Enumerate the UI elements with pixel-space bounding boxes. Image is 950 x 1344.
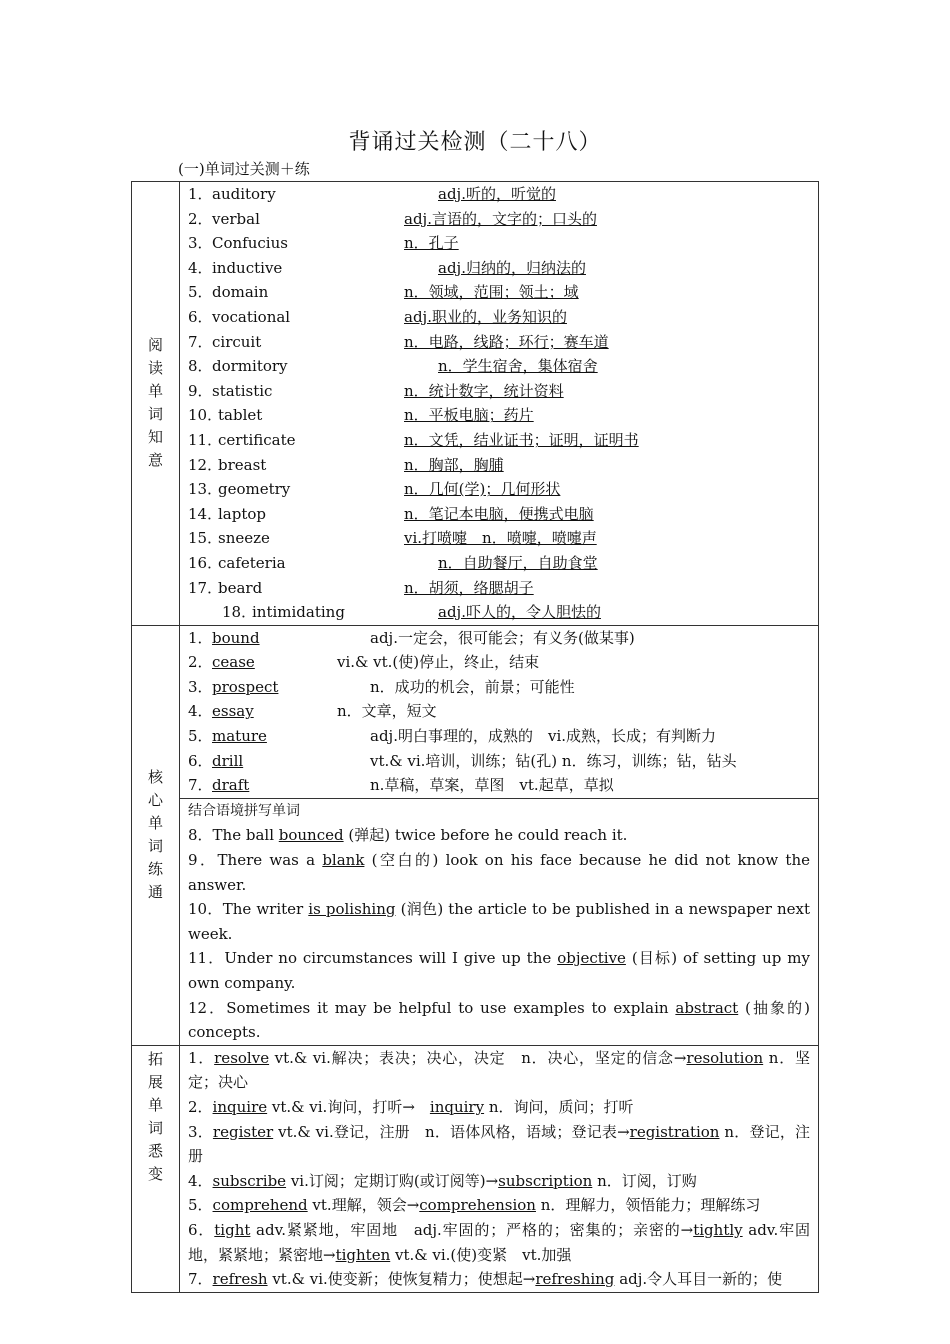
chinese-definition: adj.吓人的，令人胆怯的 [438,603,601,622]
answer-word: draft [212,776,250,795]
sentence-text: (目标) of setting up my own company. [188,949,811,992]
answer-word: inquire [212,1097,268,1116]
chinese-definition: n．自助餐厅，自助食堂 [438,553,598,572]
word-row [180,305,818,330]
context-heading: 结合语境拼写单词 [188,802,300,819]
answer-word: tighten [335,1245,391,1264]
english-word: certificate [218,430,296,449]
answer-word: comprehension [419,1196,536,1215]
definition-text: n．登记，注册 [188,1122,811,1166]
english-word: auditory [212,185,276,203]
word-family-row [180,1046,818,1095]
definition-text: n．询问，质问；打听 [484,1097,634,1116]
sentence-text: (抽象的) concepts. [188,998,810,1042]
chinese-definition: adj.听的，听觉的 [438,185,556,203]
word-row [180,576,818,601]
answer-word: registration [629,1122,720,1141]
item-number: 1． [188,185,213,203]
english-word: breast [218,455,267,474]
item-number: 16． [188,553,223,572]
word-row [180,231,818,256]
definition-text: adv.牢固地，紧紧地；紧密地→ [188,1220,810,1264]
english-word: inductive [212,258,283,277]
item-number: 1． [188,1048,215,1067]
item-number: 18． [222,603,257,622]
item-number: 12． [188,455,223,474]
chinese-definition: n．统计数字，统计资料 [404,381,564,400]
english-word: dormitory [212,357,288,376]
context-sentence [188,946,810,995]
word-row [180,453,818,478]
definition-text: n．订阅，订购 [592,1171,697,1190]
item-number: 15． [188,529,223,548]
item-number: 7． [188,776,213,795]
item-number: 2． [188,653,213,672]
item-number: 4． [188,702,213,721]
word-family-row [180,1267,818,1292]
item-number: 6． [188,1220,215,1239]
english-word: geometry [218,480,291,499]
core-word-list [180,626,818,798]
item-number: 7． [188,332,213,351]
chinese-definition: adj.职业的，业务知识的 [404,307,567,326]
item-number: 4． [188,258,213,277]
sentence-text: 11．Under no circumstances will I give up the [188,949,558,968]
word-row [180,256,818,281]
item-number: 3． [188,234,213,253]
sentence-text: (空白的) look on his face because he did not know the answer. [188,851,810,894]
context-sentences [180,799,818,1045]
chinese-definition: n．胡须，络腮胡子 [404,578,534,597]
item-number: 7． [188,1270,213,1289]
word-row [180,773,818,798]
chinese-definition: n．文凭，结业证书；证明，证明书 [404,430,639,449]
word-row [180,354,818,379]
english-word: intimidating [252,603,345,622]
chinese-definition: n．领域，范围；领土；域 [404,283,579,302]
word-family-row [180,1193,818,1218]
context-sentence [188,996,810,1045]
definition-text: adv.紧紧地，牢固地 adj.牢固的；严格的；密集的；亲密的→ [250,1220,694,1239]
answer-word: subscription [498,1171,593,1190]
word-family-row [180,1120,818,1169]
word-row [180,182,818,207]
sentence-text: (润色) the article to be published in a newspaper next week. [188,900,810,943]
reading-section-label: 阅 读 单 词 知 意 [132,182,180,626]
answer-word: resolution [686,1048,764,1067]
english-word: verbal [212,209,260,228]
word-row [180,551,818,576]
context-sentence [188,848,810,897]
item-number: 2． [188,209,213,228]
answer-word: comprehend [212,1196,308,1215]
answer-word: refreshing [535,1270,615,1289]
sentence-text: 12．Sometimes it may be helpful to use examples to explain [188,998,676,1017]
english-word: beard [218,578,263,597]
word-row [180,502,818,527]
word-family-row [180,1169,818,1194]
answer-word: prospect [212,677,279,696]
item-number: 14． [188,504,223,523]
item-number: 3． [188,1122,213,1141]
item-number: 6． [188,751,213,770]
chinese-definition: n．文章，短文 [337,702,437,721]
definition-text: n．理解力，领悟能力；理解练习 [535,1196,761,1215]
item-number: 17． [188,578,223,597]
chinese-definition: vi.& vt.(使)停止，终止，结束 [337,653,540,672]
definition-text: vi.订阅；定期订购(或订阅等)→ [286,1171,499,1190]
section-subtitle: (一)单词过关测＋练 [178,160,310,178]
answer-word: is polishing [308,900,396,919]
item-number: 3． [188,677,213,696]
chinese-definition: n．笔记本电脑，便携式电脑 [404,504,594,523]
word-row [180,600,818,625]
item-number: 5． [188,727,213,746]
word-row [180,428,818,453]
answer-word: resolve [214,1048,270,1067]
chinese-definition: n．电路，线路；环行；赛车道 [404,332,609,351]
chinese-definition: n．孔子 [404,234,459,253]
answer-word: blank [322,851,365,870]
word-row [180,403,818,428]
item-number: 8． [188,357,213,376]
chinese-definition: vi.打喷嚏 n．喷嚏，喷嚏声 [404,529,597,548]
item-number: 5． [188,283,213,302]
english-word: sneeze [218,529,270,548]
chinese-definition: n．成功的机会，前景；可能性 [370,677,575,696]
english-word: Confucius [212,234,288,253]
definition-text: vt.& vi.(使)变紧 vt.加强 [390,1245,572,1264]
chinese-definition: n．学生宿舍，集体宿舍 [438,357,598,376]
definition-text: vt.& vi.询问，打听→ [267,1097,430,1116]
chinese-definition: adj.言语的，文字的；口头的 [404,209,597,228]
definition-text: adj.令人耳目一新的；使 [614,1270,783,1289]
sentence-text: 10．The writer [188,900,309,919]
english-word: circuit [212,332,262,351]
item-number: 6． [188,307,213,326]
sentence-text: (弹起) twice before he could reach it. [343,826,628,845]
word-family-row [180,1095,818,1120]
word-row [180,724,818,749]
word-family-row [180,1218,818,1267]
word-row [180,675,818,700]
core-word-area [180,625,819,1045]
item-number: 5． [188,1196,213,1215]
chinese-definition: n.草稿，草案，草图 vt.起草，草拟 [370,776,614,795]
answer-word: tight [214,1220,251,1239]
english-word: vocational [212,307,291,326]
item-number: 1． [188,628,213,647]
definition-text: n．坚定；决心 [188,1048,810,1092]
answer-word: inquiry [429,1097,485,1116]
answer-word: objective [557,949,626,968]
chinese-definition: adj.一定会，很可能会；有义务(做某事) [370,628,635,647]
vocabulary-table [131,181,819,1293]
extend-section-label: 拓 展 单 词 悉 变 [132,1045,180,1292]
word-row [180,749,818,774]
answer-word: drill [212,751,244,770]
sentence-text: 9．There was a [188,851,323,870]
answer-word: subscribe [212,1171,287,1190]
answer-word: bounced [278,826,344,845]
word-row [180,526,818,551]
context-sentence [188,897,810,946]
item-number: 11． [188,430,223,449]
word-row [180,699,818,724]
chinese-definition: vt.& vi.培训，训练；钻(孔) n．练习，训练；钻，钻头 [370,751,737,770]
page-title: 背诵过关检测（二十八） [348,130,602,155]
answer-word: mature [212,727,267,746]
word-row [180,280,818,305]
word-row [180,626,818,651]
word-row [180,379,818,404]
answer-word: register [212,1122,274,1141]
english-word: tablet [218,406,263,425]
item-number: 4． [188,1171,213,1190]
word-row [180,330,818,355]
answer-word: essay [212,702,254,721]
word-row [180,650,818,675]
item-number: 10． [188,406,223,425]
word-row [180,477,818,502]
core-section-label: 核 心 单 词 练 通 [132,625,180,1045]
answer-word: bound [212,628,260,647]
chinese-definition: n．平板电脑；药片 [404,406,534,425]
sentence-text: 8．The ball [188,826,279,845]
answer-word: tightly [693,1220,743,1239]
definition-text: vt.& vi.使变新；使恢复精力；使想起→ [267,1270,536,1289]
item-number: 2． [188,1097,213,1116]
english-word: laptop [218,504,267,523]
item-number: 9． [188,381,213,400]
context-sentence [188,823,810,848]
chinese-definition: n．几何(学)；几何形状 [404,480,561,499]
answer-word: refresh [212,1270,268,1289]
definition-text: vt.理解，领会→ [307,1196,420,1215]
answer-word: cease [212,653,255,672]
reading-word-list [180,182,819,626]
definition-text: vt.& vi.解决；表决；决心，决定 n．决心，坚定的信念→ [269,1048,687,1067]
definition-text: vt.& vi.登记，注册 n．语体风格，语域；登记表→ [273,1122,630,1141]
chinese-definition: adj.归纳的，归纳法的 [438,258,586,277]
chinese-definition: n．胸部，胸脯 [404,455,504,474]
word-row [180,207,818,232]
chinese-definition: adj.明白事理的，成熟的 vi.成熟，长成；有判断力 [370,727,717,746]
answer-word: abstract [675,998,739,1017]
english-word: domain [212,283,269,302]
english-word: statistic [212,381,273,400]
item-number: 13． [188,480,223,499]
english-word: cafeteria [218,553,286,572]
extend-word-list [180,1045,819,1292]
